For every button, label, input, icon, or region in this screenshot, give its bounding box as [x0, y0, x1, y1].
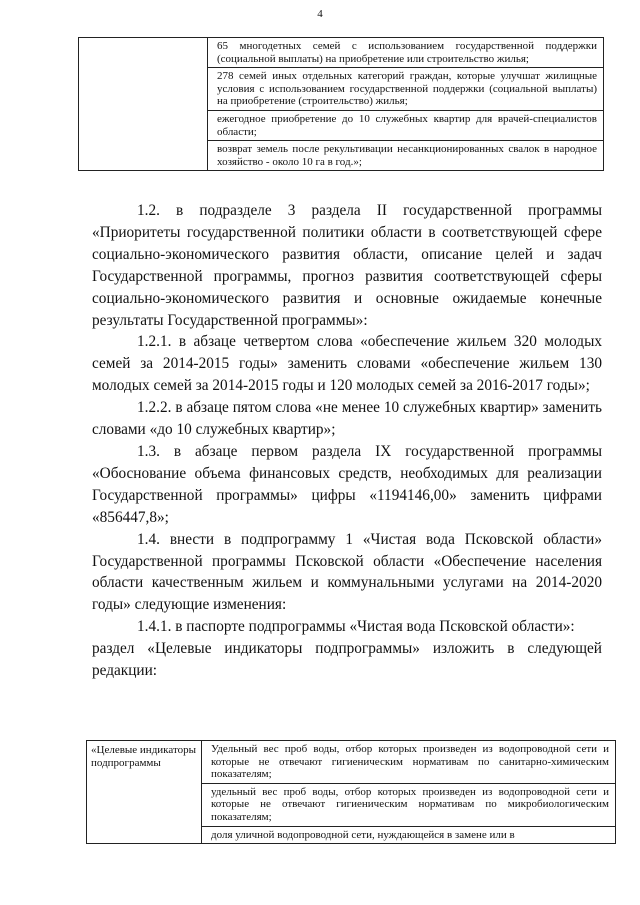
indicators-table	[86, 740, 616, 844]
table-item: доля уличной водопроводной сети, нуждающейся в замене или в	[211, 828, 515, 841]
paragraph-section-replace: раздел «Целевые индикаторы подпрограммы» изложить в следующей редакции:	[92, 640, 602, 680]
paragraph-1-3: 1.3. в абзаце первом раздела IX государственной программы «Обоснование объема финансовых средств, необходимых для реализации Государственной программы» цифры «1194146,00» заменить цифрами «856447,8»;	[92, 442, 602, 526]
table-item: Удельный вес проб воды, отбор которых произведен из водопроводной сети и которые не отвечают гигиеническим нормативам по санитарно-химическим показателям;	[202, 741, 615, 784]
table-item: 65 многодетных семей с использованием государственной поддержки (социальной выплаты) на приобретение или строительство жилья;	[208, 38, 603, 68]
paragraph-1-2-2: 1.2.2. в абзаце пятом слова «не менее 10 служебных квартир» заменить словами «до 10 служебных квартир»;	[92, 399, 602, 439]
indicators-values-cell	[202, 741, 616, 844]
table-item: удельный вес проб воды, отбор которых произведен из водопроводной сети и которые не отвечают гигиеническим нормативам по микробиологическим показателям;	[202, 784, 615, 827]
table-item: 278 семей иных отдельных категорий граждан, которые улучшат жилищные условия с использованием государственной поддержки (социальной выплаты) на приобретение (строительство) жилья;	[208, 68, 603, 111]
paragraph-1-4-1: 1.4.1. в паспорте подпрограммы «Чистая вода Псковской области»:	[137, 618, 575, 636]
indicators-label: «Целевые индикаторы подпрограммы	[91, 744, 196, 769]
paragraph-1-4: 1.4. внести в подпрограмму 1 «Чистая вода Псковской области» Государственной программы Псковской области «Обеспечение населения области качественным жильем и коммунальными услугами на 2014-2020 годы» следующие изменения:	[92, 530, 602, 614]
page-number: 4	[317, 8, 323, 20]
indicator-values-cell	[208, 38, 604, 171]
table-item: возврат земель после рекультивации несанкционированных свалок в народное хозяйство - около 10 га в год.»;	[217, 143, 597, 168]
document-body	[92, 200, 602, 682]
table-item: ежегодное приобретение до 10 служебных квартир для врачей-специалистов области;	[208, 111, 603, 141]
empty-label-cell	[79, 38, 208, 171]
continuation-table	[78, 37, 604, 171]
paragraph-1-2-1: 1.2.1. в абзаце четвертом слова «обеспечение жильем 320 молодых семей за 2014-2015 годы» заменить словами «обеспечение жильем 130 молодых семей за 2014-2015 годы и 120 молодых семей за 2016-2017 годы»;	[92, 333, 602, 395]
paragraph-1-2: 1.2. в подразделе 3 раздела II государственной программы «Приоритеты государственной политики области в соответствующей сфере социально-экономического развития области, описание целей и задач Государственной программы, прогноз развития соответствующей сферы социально-экономического развития и основные ожидаемые конечные результаты Государственной программы»:	[92, 202, 602, 329]
indicators-label-cell	[87, 741, 202, 844]
